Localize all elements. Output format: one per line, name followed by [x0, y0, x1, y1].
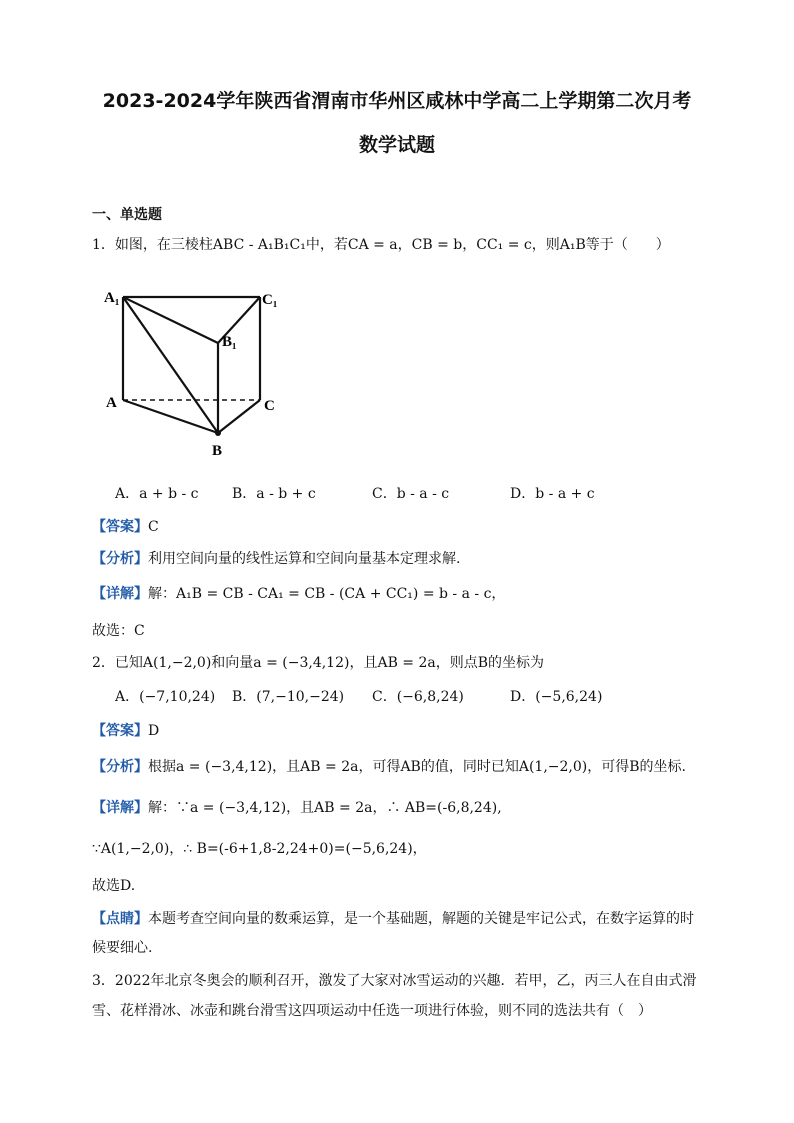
q2-conclusion: 故选D.	[92, 878, 136, 894]
q2-comment	[92, 908, 694, 928]
q2-option-b: B．(7,−10,−24)	[232, 689, 345, 705]
label-C1: C₁	[262, 292, 278, 308]
q2-analysis-text: 根据a = (−3,4,12)，且AB = 2a，可得AB的值，同时已知A(1,−2,0)，可得B的坐标.	[148, 759, 686, 775]
q1-option-c: C．b - a - c	[372, 486, 450, 502]
section-heading: 一、单选题	[92, 207, 162, 223]
detail-tag: 【详解】	[92, 800, 148, 816]
analysis-tag: 【分析】	[92, 551, 148, 567]
label-C: C	[264, 398, 275, 414]
page-title: 2023-2024学年陕西省渭南市华州区咸林中学高二上学期第二次月考	[102, 90, 692, 112]
answer-tag: 【答案】	[92, 723, 148, 739]
q1-detail	[92, 583, 505, 603]
q2-detail-2: ∵A(1,−2,0)，∴ B=(-6+1,8-2,24+0)=(−5,6,24)，	[92, 841, 427, 857]
q1-analysis-text: 利用空间向量的线性运算和空间向量基本定理求解.	[148, 551, 461, 567]
q2-stem: 2．已知A(1,−2,0)和向量a = (−3,4,12)，且AB = 2a，则点B的坐标为	[92, 655, 545, 671]
answer-tag: 【答案】	[92, 519, 148, 535]
label-B: B	[212, 443, 223, 459]
label-A1: A₁	[104, 290, 120, 306]
q2-detail	[92, 797, 502, 817]
q1-answer-value: C	[148, 519, 159, 535]
prism-figure	[100, 280, 290, 460]
comment-tag: 【点睛】	[92, 911, 148, 927]
q1-conclusion: 故选：C	[92, 623, 145, 639]
q2-analysis	[92, 756, 686, 776]
label-B1: B₁	[222, 334, 237, 350]
q2-answer-value: D	[148, 723, 160, 739]
q2-comment-text: 本题考查空间向量的数乘运算，是一个基础题，解题的关键是牢记公式，在数字运算的时	[148, 911, 694, 927]
q2-option-d: D．(−5,6,24)	[510, 689, 603, 705]
q1-option-d: D．b - a + c	[510, 486, 595, 502]
label-A: A	[106, 395, 117, 411]
q3-stem-line-1: 3．2022年北京冬奥会的顺利召开，激发了大家对冰雪运动的兴趣．若甲，乙，丙三人在自由式滑	[92, 973, 697, 989]
q3-stem-line-2: 雪、花样滑冰、冰壶和跳台滑雪这四项运动中任选一项进行体验，则不同的选法共有（ ）	[92, 1003, 652, 1019]
q1-option-b: B．a - b + c	[232, 486, 316, 502]
q2-answer	[92, 720, 159, 740]
q1-stem: 1．如图，在三棱柱ABC - A₁B₁C₁中，若CA = a，CB = b，CC₁ = c，则A₁B等于（ ）	[92, 237, 670, 253]
q1-analysis	[92, 548, 460, 568]
q1-answer	[92, 516, 159, 536]
analysis-tag: 【分析】	[92, 759, 148, 775]
page-subtitle: 数学试题	[358, 134, 435, 156]
detail-tag: 【详解】	[92, 586, 148, 602]
q2-comment-line-2: 候要细心.	[92, 940, 153, 956]
q1-detail-text: 解：A₁B = CB - CA₁ = CB - (CA + CC₁) = b - a - c，	[148, 586, 506, 602]
q2-detail-text: 解：∵a = (−3,4,12)，且AB = 2a，∴ AB=(-6,8,24),	[148, 800, 502, 816]
q1-option-a: A．a + b - c	[115, 486, 199, 502]
q2-option-a: A．(−7,10,24)	[115, 689, 216, 705]
q2-option-c: C．(−6,8,24)	[372, 689, 464, 705]
